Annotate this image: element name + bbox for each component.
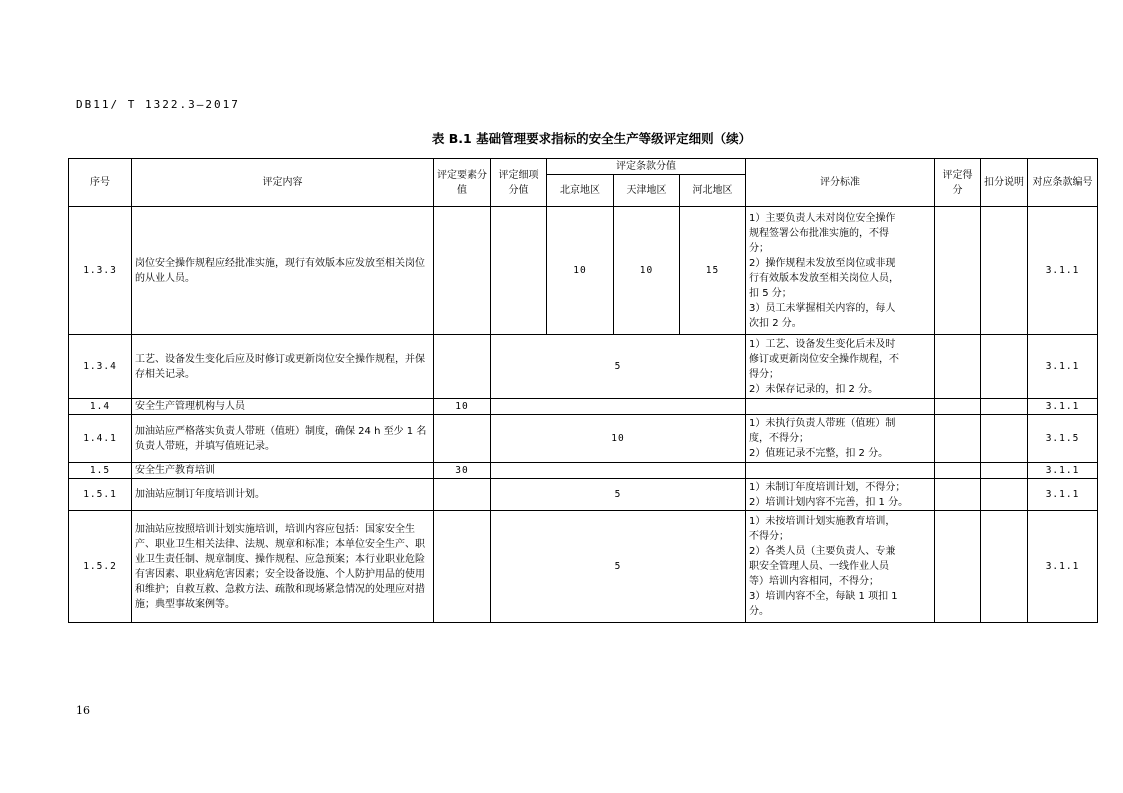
- row-factor-score: [434, 335, 491, 399]
- criteria-line: 2）操作规程未发放至岗位或非现: [749, 257, 896, 269]
- header-hebei: 河北地区: [680, 175, 746, 207]
- row-deduction: [981, 399, 1028, 415]
- row-merged-score: 5: [491, 335, 746, 399]
- criteria-line: 得分；: [749, 368, 780, 380]
- table-row: [69, 335, 1098, 399]
- row-criteria: [746, 463, 935, 479]
- row-factor-score: [434, 511, 491, 623]
- row-beijing-score: 10: [547, 207, 614, 335]
- row-content: 加油站应按照培训计划实施培训，培训内容应包括：国家安全生产、职业卫生相关法律、法规、规章和标准；本单位安全生产、职业卫生责任制、规章制度、操作规程、应急预案；本行业职业危险有害因素、职业病危害因素；安全设备设施、个人防护用品的使用和维护；自救互救、急救方法、疏散和现场紧急情况的处理应对措施；典型事故案例等。: [132, 511, 434, 623]
- row-merged-score: [491, 463, 746, 479]
- criteria-line: 扣 5 分；: [749, 287, 792, 299]
- row-score: [935, 463, 981, 479]
- criteria-line: 分。: [749, 606, 770, 617]
- row-hebei-score: 15: [680, 207, 746, 335]
- criteria-line: 修订或更新岗位安全操作规程，不: [749, 353, 900, 365]
- row-factor-score: [434, 207, 491, 335]
- criteria-line: 2）各类人员（主要负责人、专兼: [749, 546, 896, 557]
- row-merged-score: 5: [491, 479, 746, 511]
- criteria-line: 职安全管理人员、一线作业人员: [749, 561, 890, 572]
- header-deduction: 扣分说明: [981, 159, 1028, 207]
- row-clause-no: 3.1.1: [1028, 463, 1098, 479]
- header-clause-score-group: 评定条款分值: [547, 159, 746, 175]
- header-factor-score: 评定要素分值: [434, 159, 491, 207]
- row-clause-no: 3.1.1: [1028, 207, 1098, 335]
- criteria-line: 1）主要负责人未对岗位安全操作: [749, 212, 896, 224]
- header-criteria: 评分标准: [746, 159, 935, 207]
- row-factor-score: 10: [434, 399, 491, 415]
- row-merged-score: 5: [491, 511, 746, 623]
- row-clause-no: 3.1.5: [1028, 415, 1098, 463]
- row-tianjin-score: 10: [614, 207, 680, 335]
- row-clause-no: 3.1.1: [1028, 399, 1098, 415]
- criteria-line: 2）培训计划内容不完善，扣 1 分。: [749, 496, 909, 508]
- row-score: [935, 415, 981, 463]
- row-clause-no: 3.1.1: [1028, 511, 1098, 623]
- header-score: 评定得分: [935, 159, 981, 207]
- header-beijing: 北京地区: [547, 175, 614, 207]
- criteria-line: 1）未制订年度培训计划，不得分；: [749, 481, 906, 493]
- row-content: 岗位安全操作规程应经批准实施，现行有效版本应发放至相关岗位的从业人员。: [132, 207, 434, 335]
- row-score: [935, 335, 981, 399]
- row-deduction: [981, 335, 1028, 399]
- row-criteria: [746, 399, 935, 415]
- table-title: 表 B.1 基础管理要求指标的安全生产等级评定细则（续）: [431, 131, 752, 146]
- row-seq: 1.3.3: [69, 207, 132, 335]
- row-factor-score: [434, 479, 491, 511]
- criteria-line: 等）培训内容相同，不得分；: [749, 576, 880, 587]
- criteria-line: 2）值班记录不完整，扣 2 分。: [749, 448, 889, 459]
- criteria-line: 1）工艺、设备发生变化后未及时: [749, 338, 896, 350]
- row-seq: 1.5: [69, 463, 132, 479]
- criteria-line: 度，不得分；: [749, 433, 810, 444]
- evaluation-table: [68, 158, 1098, 623]
- row-criteria: [746, 415, 935, 463]
- table-row: [69, 399, 1098, 415]
- row-deduction: [981, 511, 1028, 623]
- row-criteria: [746, 207, 935, 335]
- header-content: 评定内容: [132, 159, 434, 207]
- document-code: DB11/ T 1322.3—2017: [76, 98, 240, 111]
- header-clause-no: 对应条款编号: [1028, 159, 1098, 207]
- row-factor-score: 30: [434, 463, 491, 479]
- row-deduction: [981, 463, 1028, 479]
- row-score: [935, 511, 981, 623]
- row-content: 加油站应制订年度培训计划。: [132, 479, 434, 511]
- row-deduction: [981, 479, 1028, 511]
- table-row: [69, 463, 1098, 479]
- header-row-1: [69, 159, 1098, 175]
- page-number: 16: [76, 704, 90, 717]
- criteria-line: 3）员工未掌握相关内容的，每人: [749, 302, 896, 314]
- row-merged-score: 10: [491, 415, 746, 463]
- table-row: [69, 415, 1098, 463]
- criteria-line: 规程签署公布批准实施的，不得: [749, 227, 890, 239]
- header-seq: 序号: [69, 159, 132, 207]
- criteria-line: 2）未保存记录的，扣 2 分。: [749, 383, 879, 395]
- table-row: [69, 511, 1098, 623]
- criteria-line: 1）未执行负责人带班（值班）制: [749, 418, 896, 429]
- table-row: [69, 479, 1098, 511]
- table-row: [69, 207, 1098, 335]
- criteria-line: 不得分；: [749, 531, 790, 542]
- row-item-score: [491, 207, 547, 335]
- row-content: 安全生产教育培训: [132, 463, 434, 479]
- row-deduction: [981, 207, 1028, 335]
- row-seq: 1.4: [69, 399, 132, 415]
- row-seq: 1.5.2: [69, 511, 132, 623]
- criteria-line: 次扣 2 分。: [749, 317, 802, 329]
- row-score: [935, 207, 981, 335]
- row-content: 安全生产管理机构与人员: [132, 399, 434, 415]
- row-score: [935, 479, 981, 511]
- row-criteria: [746, 335, 935, 399]
- row-content: 加油站应严格落实负责人带班（值班）制度，确保 24 h 至少 1 名负责人带班，并填写值班记录。: [132, 415, 434, 463]
- criteria-line: 分；: [749, 242, 770, 254]
- row-criteria: [746, 511, 935, 623]
- row-content: 工艺、设备发生变化后应及时修订或更新岗位安全操作规程，并保存相关记录。: [132, 335, 434, 399]
- row-merged-score: [491, 399, 746, 415]
- criteria-line: 3）培训内容不全，每缺 1 项扣 1: [749, 591, 898, 602]
- header-tianjin: 天津地区: [614, 175, 680, 207]
- row-clause-no: 3.1.1: [1028, 479, 1098, 511]
- row-deduction: [981, 415, 1028, 463]
- row-seq: 1.4.1: [69, 415, 132, 463]
- row-clause-no: 3.1.1: [1028, 335, 1098, 399]
- row-score: [935, 399, 981, 415]
- criteria-line: 行有效版本发放至相关岗位人员，: [749, 272, 900, 284]
- row-seq: 1.5.1: [69, 479, 132, 511]
- row-seq: 1.3.4: [69, 335, 132, 399]
- criteria-line: 1）未按培训计划实施教育培训，: [749, 516, 896, 527]
- header-item-score: 评定细项分值: [491, 159, 547, 207]
- row-factor-score: [434, 415, 491, 463]
- row-criteria: [746, 479, 935, 511]
